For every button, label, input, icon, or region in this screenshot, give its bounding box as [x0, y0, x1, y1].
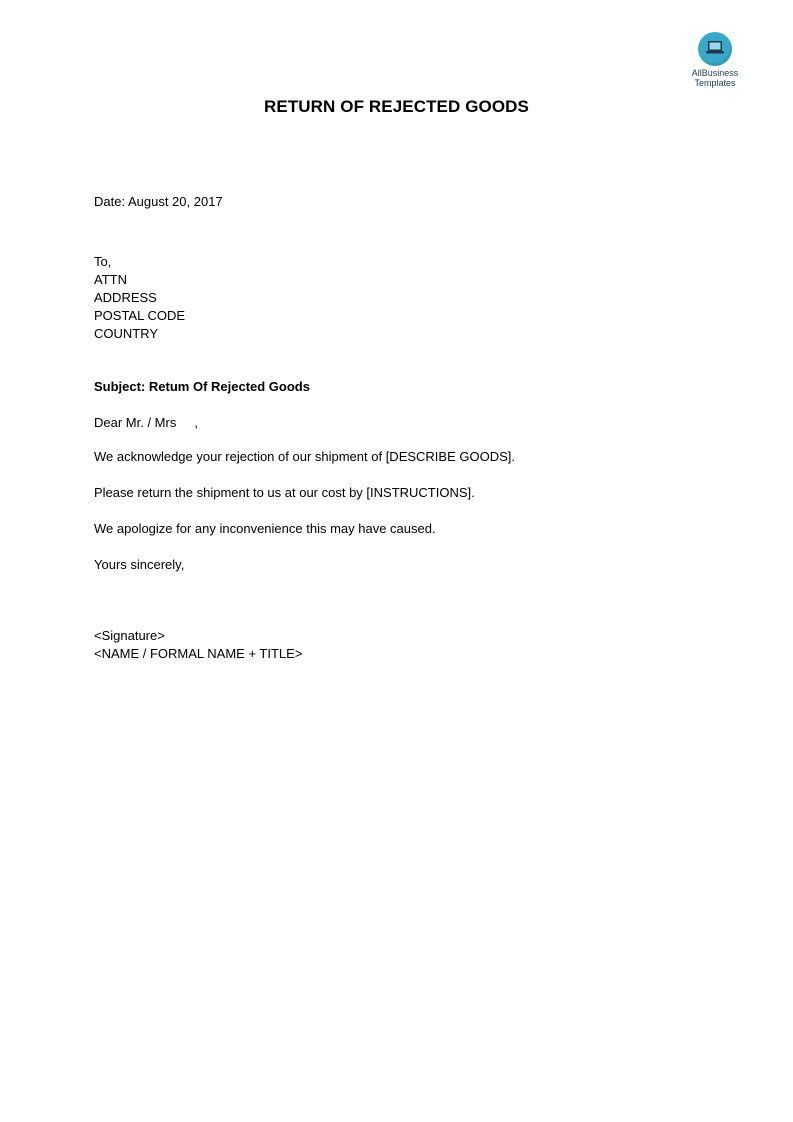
logo-text-line1: AllBusiness — [691, 68, 739, 78]
body-paragraph-2: Please return the shipment to us at our cost by [INSTRUCTIONS]. — [94, 485, 475, 500]
body-paragraph-1: We acknowledge your rejection of our shipment of [DESCRIBE GOODS]. — [94, 449, 515, 464]
recipient-attn: ATTN — [94, 272, 127, 287]
logo-text-line2: Templates — [694, 78, 736, 88]
allbusiness-logo — [680, 32, 750, 88]
body-paragraph-3: We apologize for any inconvenience this may have caused. — [94, 521, 436, 536]
recipient-address: ADDRESS — [94, 290, 157, 305]
subject-line: Subject: Retum Of Rejected Goods — [94, 379, 310, 394]
recipient-postal-code: POSTAL CODE — [94, 308, 186, 323]
recipient-country: COUNTRY — [94, 326, 159, 341]
salutation: Dear Mr. / Mrs , — [94, 415, 199, 430]
signature-placeholder: <Signature> — [94, 628, 165, 643]
recipient-to: To, — [94, 254, 112, 269]
date-line: Date: August 20, 2017 — [94, 194, 223, 209]
document-title: RETURN OF REJECTED GOODS — [264, 97, 529, 116]
laptop-icon — [698, 32, 732, 66]
name-title-placeholder: <NAME / FORMAL NAME + TITLE> — [94, 646, 303, 661]
closing: Yours sincerely, — [94, 557, 185, 572]
